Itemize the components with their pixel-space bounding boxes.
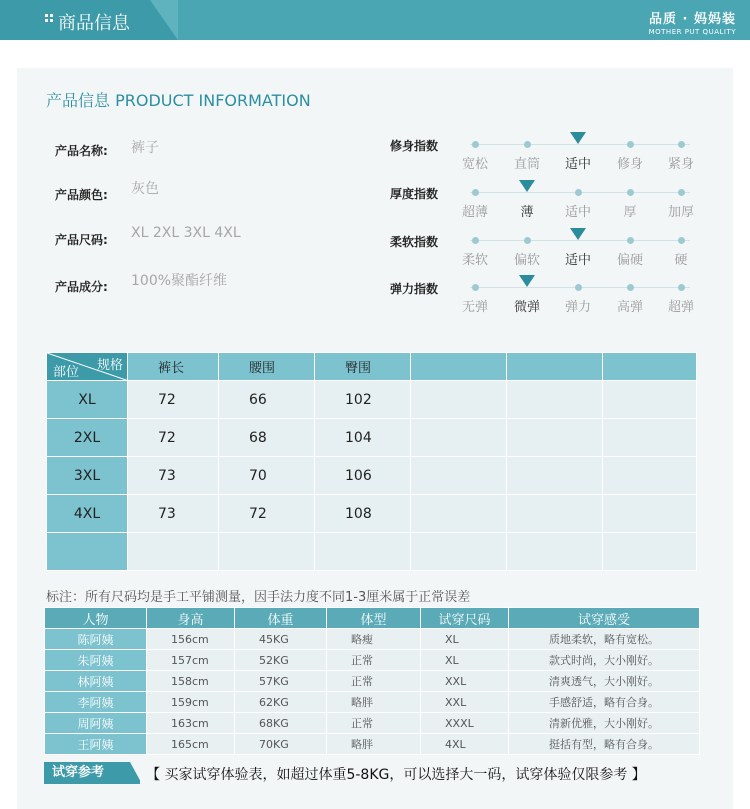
size-table-corner — [47, 353, 128, 381]
product-size-label: 产品尺码: — [55, 233, 108, 247]
index-label: 厚度指数 — [390, 187, 439, 201]
product-material-label: 产品成分: — [55, 280, 108, 294]
index-dot — [627, 284, 634, 291]
size-cell — [315, 533, 411, 571]
size-row-label: 3XL — [47, 457, 128, 495]
try-row — [45, 629, 700, 650]
index-dot — [678, 237, 685, 244]
try-cell: 4XL — [421, 734, 509, 755]
try-table-header — [45, 608, 700, 629]
size-cell — [411, 457, 507, 495]
product-material-value: 100%聚酯纤维 — [131, 273, 228, 289]
try-cell: XXXL — [421, 713, 509, 734]
brand-en: MOTHER PUT QUALITY — [648, 28, 736, 36]
grip-icon — [45, 14, 53, 26]
try-cell: 正常 — [327, 713, 421, 734]
person-name: 陈阿姨 — [45, 629, 147, 650]
size-cell: 72 — [219, 495, 315, 533]
top-banner — [0, 0, 750, 40]
try-cell: 57KG — [235, 671, 327, 692]
try-cell: 正常 — [327, 650, 421, 671]
person-name: 林阿姨 — [45, 671, 147, 692]
try-col-header: 人物 — [45, 608, 147, 629]
banner-tab-cut — [150, 0, 178, 40]
size-cell — [603, 533, 697, 571]
try-col-header: 体型 — [327, 608, 421, 629]
size-cell: 73 — [128, 457, 219, 495]
try-cell: 清爽透气，大小刚好。 — [509, 671, 700, 692]
try-cell: 165cm — [147, 734, 235, 755]
size-col-header: 腰围 — [219, 353, 315, 381]
index-dot — [627, 189, 634, 196]
index-option: 加厚 — [667, 205, 694, 220]
try-col-header: 体重 — [235, 608, 327, 629]
size-cell — [411, 495, 507, 533]
measurement-note: 标注：所有尺码均是手工平铺测量，因手法力度不同1-3厘米属于正常误差 — [46, 590, 471, 605]
index-dot — [524, 141, 531, 148]
index-track — [470, 240, 690, 241]
size-row — [47, 381, 697, 419]
try-cell: 159cm — [147, 692, 235, 713]
try-cell: 略瘦 — [327, 629, 421, 650]
person-name: 李阿姨 — [45, 692, 147, 713]
try-cell: 62KG — [235, 692, 327, 713]
index-label: 弹力指数 — [390, 282, 439, 296]
index-dot — [472, 141, 479, 148]
try-col-header: 身高 — [147, 608, 235, 629]
size-col-header — [411, 353, 507, 381]
selected-marker-icon — [519, 180, 535, 192]
try-cell: 156cm — [147, 629, 235, 650]
try-cell: 70KG — [235, 734, 327, 755]
size-table — [46, 352, 697, 571]
index-dot — [678, 284, 685, 291]
index-option: 硬 — [674, 253, 688, 268]
index-dot — [575, 284, 582, 291]
size-row-label: XL — [47, 381, 128, 419]
size-row-label — [47, 533, 128, 571]
try-cell: 163cm — [147, 713, 235, 734]
size-col-header — [507, 353, 603, 381]
index-track — [470, 144, 690, 145]
try-cell: 略胖 — [327, 734, 421, 755]
product-name-label: 产品名称: — [55, 144, 108, 158]
index-option: 宽松 — [461, 157, 488, 172]
banner-title: 商品信息 — [58, 13, 130, 34]
ref-tag-cut — [130, 762, 142, 784]
size-cell: 66 — [219, 381, 315, 419]
try-row — [45, 650, 700, 671]
size-cell — [411, 419, 507, 457]
try-cell: XXL — [421, 692, 509, 713]
person-name: 朱阿姨 — [45, 650, 147, 671]
try-row — [45, 692, 700, 713]
index-dot — [472, 189, 479, 196]
corner-part-label: 部位 — [53, 365, 80, 380]
index-dot — [575, 189, 582, 196]
product-name-value: 裤子 — [131, 140, 159, 156]
index-label: 修身指数 — [390, 139, 439, 153]
index-option: 适中 — [564, 157, 591, 172]
try-on-reference-tag: 试穿参考 — [44, 762, 140, 784]
size-cell — [603, 457, 697, 495]
index-option: 适中 — [564, 253, 591, 268]
size-cell: 72 — [128, 381, 219, 419]
try-cell: 158cm — [147, 671, 235, 692]
try-cell: 157cm — [147, 650, 235, 671]
try-row — [45, 671, 700, 692]
try-cell: 略胖 — [327, 692, 421, 713]
index-option: 无弹 — [461, 300, 488, 315]
size-row-label: 4XL — [47, 495, 128, 533]
size-cell: 106 — [315, 457, 411, 495]
size-cell: 104 — [315, 419, 411, 457]
index-label: 柔软指数 — [390, 235, 439, 249]
size-cell — [603, 419, 697, 457]
size-row — [47, 419, 697, 457]
product-color-value: 灰色 — [131, 181, 159, 197]
try-cell: 清新优雅，大小刚好。 — [509, 713, 700, 734]
try-row — [45, 734, 700, 755]
index-option: 偏软 — [513, 253, 540, 268]
size-cell — [219, 533, 315, 571]
size-cell: 72 — [128, 419, 219, 457]
try-cell: 52KG — [235, 650, 327, 671]
try-cell: XL — [421, 650, 509, 671]
try-on-table — [44, 607, 700, 755]
try-row — [45, 713, 700, 734]
person-name: 周阿姨 — [45, 713, 147, 734]
try-cell: XL — [421, 629, 509, 650]
section-title: 产品信息 PRODUCT INFORMATION — [46, 91, 311, 110]
size-col-header — [603, 353, 697, 381]
size-cell: 108 — [315, 495, 411, 533]
index-option: 直筒 — [513, 157, 540, 172]
index-dot — [472, 237, 479, 244]
size-table-header — [47, 353, 697, 381]
index-option: 厚 — [623, 205, 637, 220]
product-color-label: 产品颜色: — [55, 188, 108, 202]
size-cell: 73 — [128, 495, 219, 533]
try-cell: 款式时尚，大小刚好。 — [509, 650, 700, 671]
corner-spec-label: 规格 — [96, 358, 123, 373]
size-cell — [128, 533, 219, 571]
product-size-value: XL 2XL 3XL 4XL — [131, 225, 241, 241]
try-cell: 挺括有型，略有合身。 — [509, 734, 700, 755]
index-option: 高弹 — [616, 300, 643, 315]
selected-marker-icon — [519, 275, 535, 287]
size-row — [47, 495, 697, 533]
index-option: 适中 — [564, 205, 591, 220]
try-cell: 质地柔软，略有宽松。 — [509, 629, 700, 650]
index-option: 紧身 — [667, 157, 694, 172]
size-cell — [507, 457, 603, 495]
index-dot — [627, 141, 634, 148]
index-dot — [524, 237, 531, 244]
index-option: 柔软 — [461, 253, 488, 268]
size-col-header: 臀围 — [315, 353, 411, 381]
size-cell — [411, 381, 507, 419]
try-on-reference-text: 【 买家试穿体验表，如超过体重5-8KG，可以选择大一码，试穿体验仅限参考 】 — [146, 767, 646, 783]
size-cell — [507, 533, 603, 571]
size-cell — [507, 419, 603, 457]
try-cell: 68KG — [235, 713, 327, 734]
try-cell: 手感舒适，略有合身。 — [509, 692, 700, 713]
size-row-label: 2XL — [47, 419, 128, 457]
size-row — [47, 457, 697, 495]
index-option: 超薄 — [461, 205, 488, 220]
person-name: 王阿姨 — [45, 734, 147, 755]
size-row — [47, 533, 697, 571]
index-option: 微弹 — [513, 300, 540, 315]
index-option: 弹力 — [564, 300, 591, 315]
size-cell: 102 — [315, 381, 411, 419]
index-dot — [678, 141, 685, 148]
try-cell: 45KG — [235, 629, 327, 650]
index-option: 偏硬 — [616, 253, 643, 268]
try-col-header: 试穿尺码 — [421, 608, 509, 629]
size-cell: 68 — [219, 419, 315, 457]
index-option: 超弹 — [667, 300, 694, 315]
selected-marker-icon — [570, 228, 586, 240]
size-cell: 70 — [219, 457, 315, 495]
try-cell: 正常 — [327, 671, 421, 692]
brand-cn: 品质 · 妈妈装 — [649, 12, 736, 27]
size-cell — [603, 381, 697, 419]
index-dot — [472, 284, 479, 291]
selected-marker-icon — [570, 132, 586, 144]
size-col-header: 裤长 — [128, 353, 219, 381]
try-cell: XXL — [421, 671, 509, 692]
index-option: 修身 — [616, 157, 643, 172]
index-dot — [678, 189, 685, 196]
index-dot — [627, 237, 634, 244]
index-option: 薄 — [520, 205, 534, 220]
size-cell — [411, 533, 507, 571]
brand-logo — [649, 8, 736, 36]
try-col-header: 试穿感受 — [509, 608, 700, 629]
size-cell — [507, 495, 603, 533]
size-cell — [603, 495, 697, 533]
size-cell — [507, 381, 603, 419]
